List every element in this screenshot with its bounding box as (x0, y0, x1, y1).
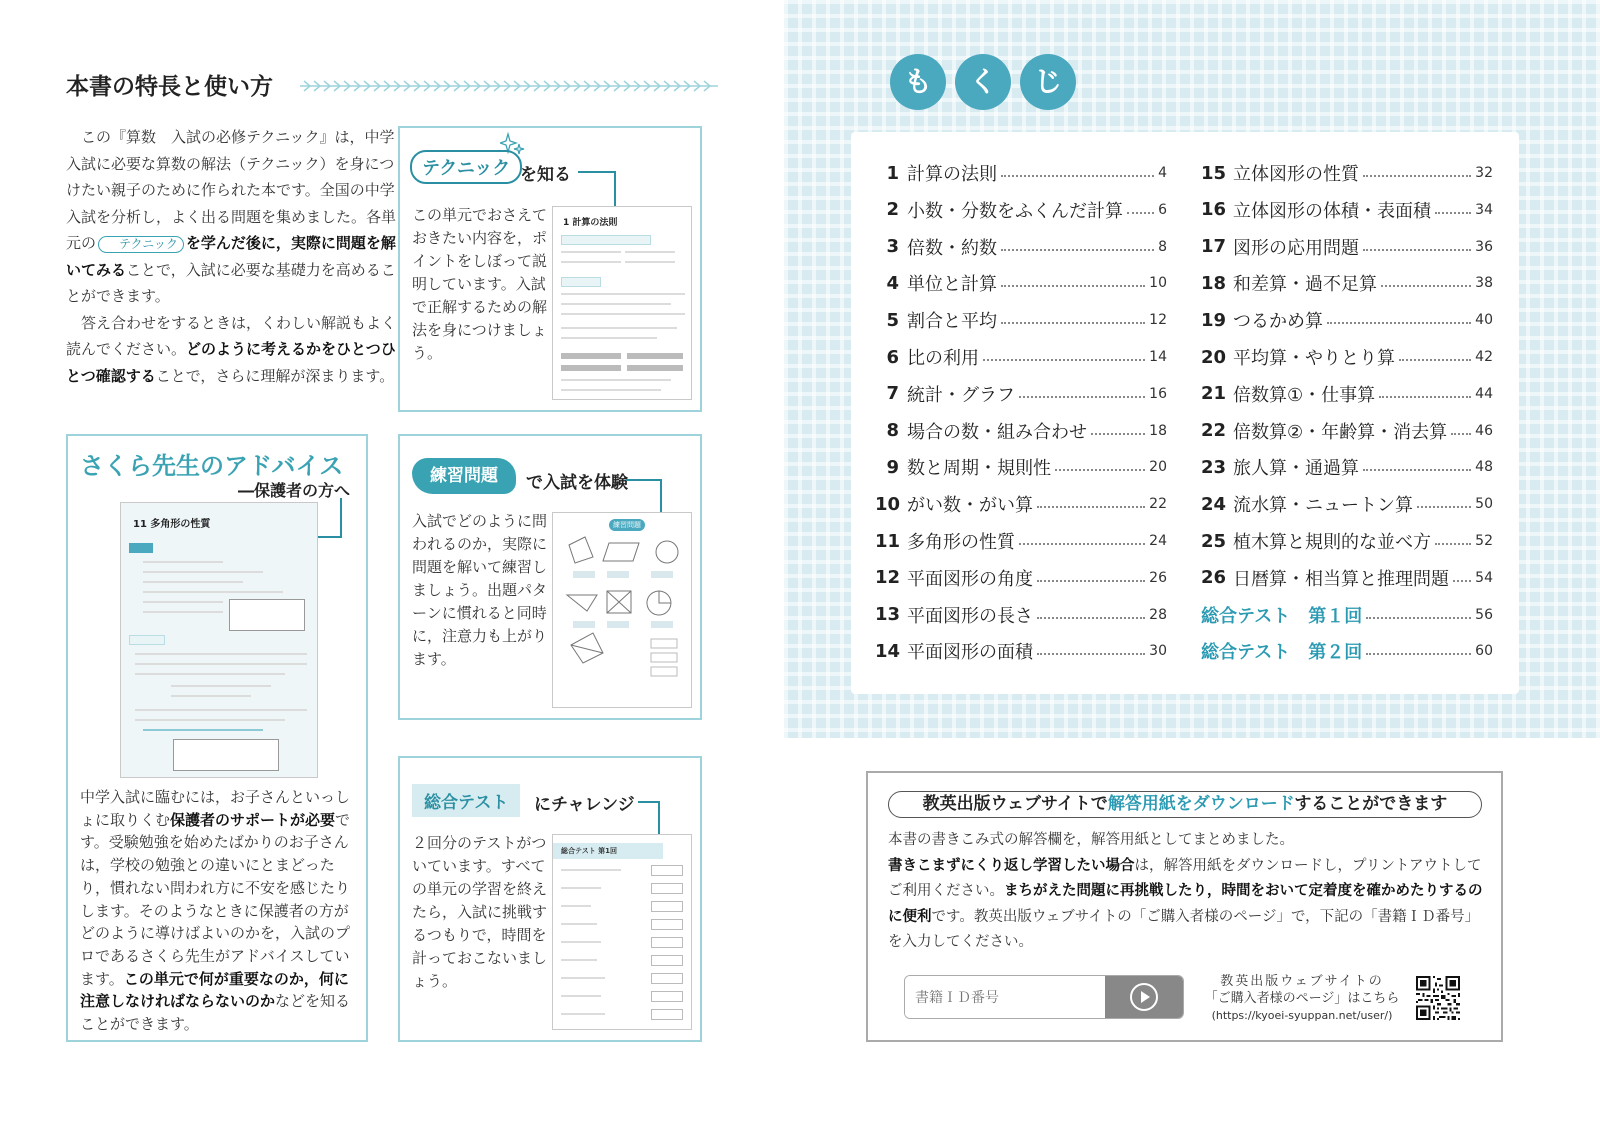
toc-entry-number: 3 (886, 236, 899, 258)
practice-description: 入試でどのように問われるのか，実際に問題を解いて練習しましょう。出題パターンに慣れると同時に，注意力も上がります。 (412, 512, 548, 668)
practice-sample-page (552, 512, 692, 708)
toc-entry[interactable] (1201, 158, 1493, 188)
toc-leader-dots (1001, 322, 1145, 324)
toc-leader-dots (1366, 653, 1471, 655)
toc-entry[interactable] (875, 636, 1167, 666)
toc-title-char-1: も (890, 54, 946, 110)
toc-entry-page: 38 (1475, 275, 1493, 292)
technique-box (398, 126, 702, 412)
toc-entry-number: 4 (886, 272, 899, 294)
toc-entry-page: 60 (1475, 643, 1493, 660)
toc-leader-dots (1379, 396, 1471, 398)
toc-entry-title: 日暦算・相当算と推理問題 (1233, 568, 1449, 590)
technique-sample-title: 1 計算の法則 (563, 218, 618, 228)
toc-entry-number: 15 (1201, 162, 1227, 184)
toc-entry[interactable] (875, 158, 1167, 188)
toc-leader-dots (1327, 322, 1471, 324)
toc-leader-dots (1055, 469, 1145, 471)
toc-leader-dots (1435, 212, 1471, 214)
advice-text-e: などを知ることができます。 (80, 992, 351, 1034)
technique-description: この単元でおさえておきたい内容を，ポイントをしぼって説明しています。入試で正解するための解法を身につけましょう。 (412, 206, 548, 362)
toc-entry-title: 比の利用 (907, 348, 979, 369)
toc-entry-page: 44 (1475, 385, 1493, 402)
toc-entry-number: 6 (886, 346, 899, 368)
toc-entry-title: 立体図形の体積・表面積 (1233, 200, 1431, 222)
toc-entry[interactable] (875, 232, 1167, 262)
toc-entry-number: 26 (1201, 567, 1227, 589)
toc-leader-dots (1037, 580, 1145, 582)
toc-entry-page: 56 (1475, 606, 1493, 623)
technique-sample-page (552, 206, 692, 400)
toc-leader-dots (1417, 506, 1471, 508)
toc-leader-dots (1037, 653, 1145, 655)
test-suffix: にチャレンジ (534, 795, 635, 815)
toc-entry-page: 26 (1149, 569, 1167, 586)
toc-title-char-2: く (955, 54, 1011, 110)
download-line-3: です。教英出版ウェブサイトの「ご購入者様のページ」で，下記の「書籍ＩＤ番号」を入力してください。 (888, 908, 1480, 950)
toc-entry-title: 多角形の性質 (907, 532, 1015, 553)
toc-entry-title: 総合テスト 第２回 (1201, 642, 1363, 664)
download-line-2: は，解答用紙をダウンロードし，プリントアウトしてご利用ください。 (888, 857, 1482, 899)
toc-entry-number: 22 (1201, 420, 1227, 442)
toc-entry-number: 8 (886, 420, 899, 442)
toc-leader-dots (1019, 396, 1145, 398)
download-title-c: することができます (1294, 794, 1448, 814)
toc-entry-page: 18 (1149, 422, 1167, 439)
toc-entry-title: 和差算・過不足算 (1233, 274, 1377, 296)
toc-entry[interactable] (1201, 600, 1493, 630)
toc-entry-number: 13 (875, 604, 901, 626)
toc-entry[interactable] (1201, 379, 1493, 409)
toc-leader-dots (1399, 359, 1471, 361)
toc-entry-title: 計算の法則 (907, 164, 997, 185)
test-tag: 総合テスト (412, 784, 520, 817)
toc-entry-number: 17 (1201, 236, 1227, 258)
download-line-1: 本書の書きこみ式の解答欄を，解答用紙としてまとめました。 (888, 832, 1294, 848)
download-title (888, 791, 1482, 818)
technique-tag: テクニック (410, 150, 522, 184)
toc-entry-number: 14 (875, 640, 901, 662)
toc-entry-page: 22 (1149, 496, 1167, 513)
toc-leader-dots (1363, 249, 1471, 251)
advice-text-d: この単元で何が重要なのか，何に注意しなければならないのか (80, 969, 349, 1011)
technique-suffix: を知る (520, 165, 571, 185)
toc-entry-title: 倍数・約数 (907, 237, 997, 259)
toc-entry[interactable] (1201, 305, 1493, 335)
toc-entry-title: 植木算と規則的な並べ方 (1233, 532, 1431, 553)
toc-entry-title: 図形の応用問題 (1233, 237, 1359, 259)
practice-tag: 練習問題 (412, 458, 516, 494)
advice-text-b: 保護者のサポートが必要 (170, 810, 336, 829)
toc-entry-title: 場合の数・組み合わせ (907, 421, 1087, 443)
toc-leader-dots (1451, 433, 1471, 435)
book-id-input[interactable] (905, 976, 1117, 1019)
toc-entry-page: 46 (1475, 422, 1493, 439)
practice-sample-title: 練習問題 (609, 519, 645, 531)
toc-entry[interactable] (875, 268, 1167, 298)
toc-entry-number: 2 (886, 199, 899, 221)
toc-entry-number: 20 (1201, 346, 1227, 368)
toc-leader-dots (1363, 469, 1471, 471)
toc-entry[interactable] (1201, 636, 1493, 666)
toc-entry-title: 立体図形の性質 (1233, 164, 1359, 185)
toc-entry-page: 42 (1475, 349, 1493, 365)
toc-entry-number: 23 (1201, 456, 1227, 478)
toc-leader-dots (1435, 543, 1471, 545)
toc-entry-page: 20 (1149, 459, 1167, 476)
toc-leader-dots (1453, 580, 1471, 582)
toc-entry-page: 10 (1149, 275, 1167, 292)
toc-entry-page: 8 (1158, 238, 1167, 255)
download-title-b: 解答用紙をダウンロード (1107, 794, 1295, 814)
toc-entry-page: 6 (1158, 201, 1167, 218)
technique-pill: テクニック (98, 236, 184, 253)
toc-entry-page: 14 (1149, 349, 1167, 365)
toc-entry-page: 28 (1149, 606, 1167, 623)
purchaser-url: (https://kyoei-syuppan.net/user/) (1211, 1009, 1393, 1022)
toc-entry[interactable] (1201, 195, 1493, 225)
advice-subtitle: ―保護者の方へ (238, 481, 351, 500)
toc-entry-page: 36 (1475, 238, 1493, 255)
advice-sample-page (120, 502, 318, 778)
toc-entry-number: 10 (875, 493, 901, 515)
toc-entry[interactable] (1201, 452, 1493, 482)
test-box (398, 756, 702, 1042)
toc-leader-dots (1366, 617, 1471, 619)
purchaser-line-2: 「ご購入者様のページ」はこちら (1204, 991, 1400, 1006)
practice-box (398, 434, 702, 720)
toc-leader-dots (1037, 617, 1145, 619)
toc-entry-page: 50 (1475, 496, 1493, 513)
toc-entry-number: 25 (1201, 530, 1227, 552)
toc-entry-title: 流水算・ニュートン算 (1233, 495, 1413, 517)
advice-text-c: です。受験勉強を始めたばかりのお子さんは，学校の勉強との違いにとまどったり，慣れない問われ方に不安を感じたりします。そのようなときに保護者の方がどのように導けばよいのかを，入試のプロであるさくら先生がアドバイスしています。 (80, 810, 351, 988)
toc-entry-number: 5 (886, 309, 899, 331)
practice-suffix: で入試を体験 (526, 473, 628, 493)
toc-entry-number: 16 (1201, 199, 1227, 221)
toc-leader-dots (983, 359, 1145, 361)
intro-text (66, 124, 396, 389)
toc-entry[interactable] (875, 563, 1167, 593)
intro-p1-c: ことで，入試に必要な基礎力を高めることができます。 (66, 260, 396, 305)
download-body (888, 828, 1488, 956)
toc-leader-dots (1381, 285, 1471, 287)
toc-entry[interactable] (875, 379, 1167, 409)
test-description: ２回分のテストがついています。すべての単元の学習を終えたら，入試に挑戦するつもりで，時間を計っておこないましょう。 (412, 834, 548, 990)
toc-entry[interactable] (875, 305, 1167, 335)
advice-description (80, 786, 358, 1036)
toc-entry-number: 11 (875, 530, 901, 552)
book-id-field (904, 975, 1184, 1019)
test-sample-title: 総合テスト 第1回 (561, 847, 618, 855)
toc-leader-dots (1001, 175, 1154, 177)
toc-entry[interactable] (875, 342, 1167, 372)
purchaser-line-1: 教英出版ウェブサイトの (1220, 974, 1384, 989)
toc-entry-title: 数と周期・規則性 (907, 458, 1051, 480)
toc-entry[interactable] (875, 452, 1167, 482)
play-circle-icon (1129, 982, 1159, 1012)
toc-title-char-3: じ (1020, 54, 1076, 110)
qr-code-icon[interactable] (1416, 976, 1460, 1020)
page-heading: 本書の特長と使い方 (66, 74, 273, 100)
toc-entry[interactable] (1201, 489, 1493, 519)
intro-p1-b: を学んだ後に，実際に問題を解いてみる (66, 234, 396, 279)
toc-entry-title: がい数・がい算 (907, 495, 1033, 517)
toc-entry-title: 総合テスト 第１回 (1201, 605, 1363, 627)
toc-entry[interactable] (875, 416, 1167, 446)
toc-entry-page: 54 (1475, 569, 1493, 586)
toc-leader-dots (1001, 249, 1154, 251)
toc-entry-page: 48 (1475, 459, 1493, 476)
toc-entry-number: 7 (886, 383, 899, 405)
toc-entry-title: つるかめ算 (1233, 311, 1323, 333)
toc-leader-dots (1127, 212, 1154, 214)
toc-entry[interactable] (875, 489, 1167, 519)
toc-entry[interactable] (1201, 563, 1493, 593)
toc-entry-page: 34 (1475, 201, 1493, 218)
toc-entry-title: 平面図形の角度 (907, 568, 1033, 590)
toc-entry-title: 平均算・やりとり算 (1233, 348, 1395, 369)
heading-decoration (300, 80, 718, 92)
toc-entry-number: 18 (1201, 272, 1227, 294)
toc-card (851, 132, 1519, 694)
intro-p2-b: どのように考えるかをひとつひとつ確認する (66, 340, 396, 385)
intro-p2-a: 答え合わせをするときは，くわしい解説もよく読んでください。 (66, 313, 397, 358)
toc-entry-page: 30 (1149, 643, 1167, 660)
purchaser-page-link[interactable] (1202, 973, 1402, 1024)
intro-p1-a: この『算数 入試の必修テクニック』は，中学入試に必要な算数の解法（テクニック）を身につけたい親子のために作られた本です。全国の中学入試を分析し，よく出る問題を集めました。各単元の (66, 128, 397, 252)
toc-entry-number: 19 (1201, 309, 1227, 331)
toc-entry-title: 平面図形の長さ (907, 605, 1033, 627)
advice-sample-title: 11 多角形の性質 (133, 519, 211, 530)
toc-entry-page: 12 (1149, 312, 1167, 329)
toc-entry-page: 4 (1158, 165, 1167, 181)
download-line-3-bold: まちがえた問題に再挑戦したり，時間をおいて定着度を確かめたりするのに便利 (888, 883, 1483, 925)
toc-entry-page: 40 (1475, 312, 1493, 329)
toc-entry-title: 旅人算・通過算 (1233, 458, 1359, 480)
toc-leader-dots (1037, 506, 1145, 508)
toc-entry[interactable] (1201, 268, 1493, 298)
toc-entry[interactable] (1201, 232, 1493, 262)
toc-entry[interactable] (875, 600, 1167, 630)
toc-entry-number: 9 (886, 456, 899, 478)
toc-entry-title: 平面図形の面積 (907, 642, 1033, 664)
toc-entry-page: 16 (1149, 385, 1167, 402)
toc-entry-title: 単位と計算 (907, 274, 997, 296)
toc-leader-dots (1091, 433, 1145, 435)
toc-entry[interactable] (875, 195, 1167, 225)
toc-entry-number: 12 (875, 567, 901, 589)
toc-entry-number: 21 (1201, 383, 1227, 405)
toc-entry[interactable] (1201, 526, 1493, 556)
toc-entry-title: 倍数算②・年齢算・消去算 (1233, 421, 1448, 443)
submit-button[interactable] (1105, 976, 1183, 1018)
advice-box (66, 434, 368, 1042)
toc-entry[interactable] (1201, 342, 1493, 372)
toc-entry-title: 小数・分数をふくんだ計算 (907, 200, 1123, 222)
advice-title: さくら先生のアドバイス (80, 452, 344, 480)
toc-entry-page: 52 (1475, 533, 1493, 549)
advice-text-a: 中学入試に臨むには，お子さんといっしょに取りくむ (80, 788, 351, 829)
download-title-a: 教英出版ウェブサイトで (922, 794, 1108, 814)
download-line-2-bold: 書きこまずにくり返し学習したい場合 (888, 857, 1135, 874)
test-sample-page (552, 834, 692, 1030)
toc-entry-title: 統計・グラフ (907, 384, 1015, 406)
toc-entry-page: 24 (1149, 533, 1167, 549)
download-box (866, 771, 1503, 1042)
toc-leader-dots (1363, 175, 1471, 177)
toc-entry-page: 32 (1475, 165, 1493, 181)
intro-p2-c: ことで，さらに理解が深まります。 (155, 366, 395, 385)
toc-entry-number: 1 (886, 162, 899, 184)
toc-leader-dots (1019, 543, 1145, 545)
toc-entry[interactable] (1201, 416, 1493, 446)
toc-entry[interactable] (875, 526, 1167, 556)
toc-entry-title: 倍数算①・仕事算 (1233, 384, 1376, 406)
toc-entry-title: 割合と平均 (907, 311, 997, 333)
practice-sample-figures (563, 535, 683, 685)
toc-leader-dots (1001, 285, 1145, 287)
toc-entry-number: 24 (1201, 493, 1227, 515)
